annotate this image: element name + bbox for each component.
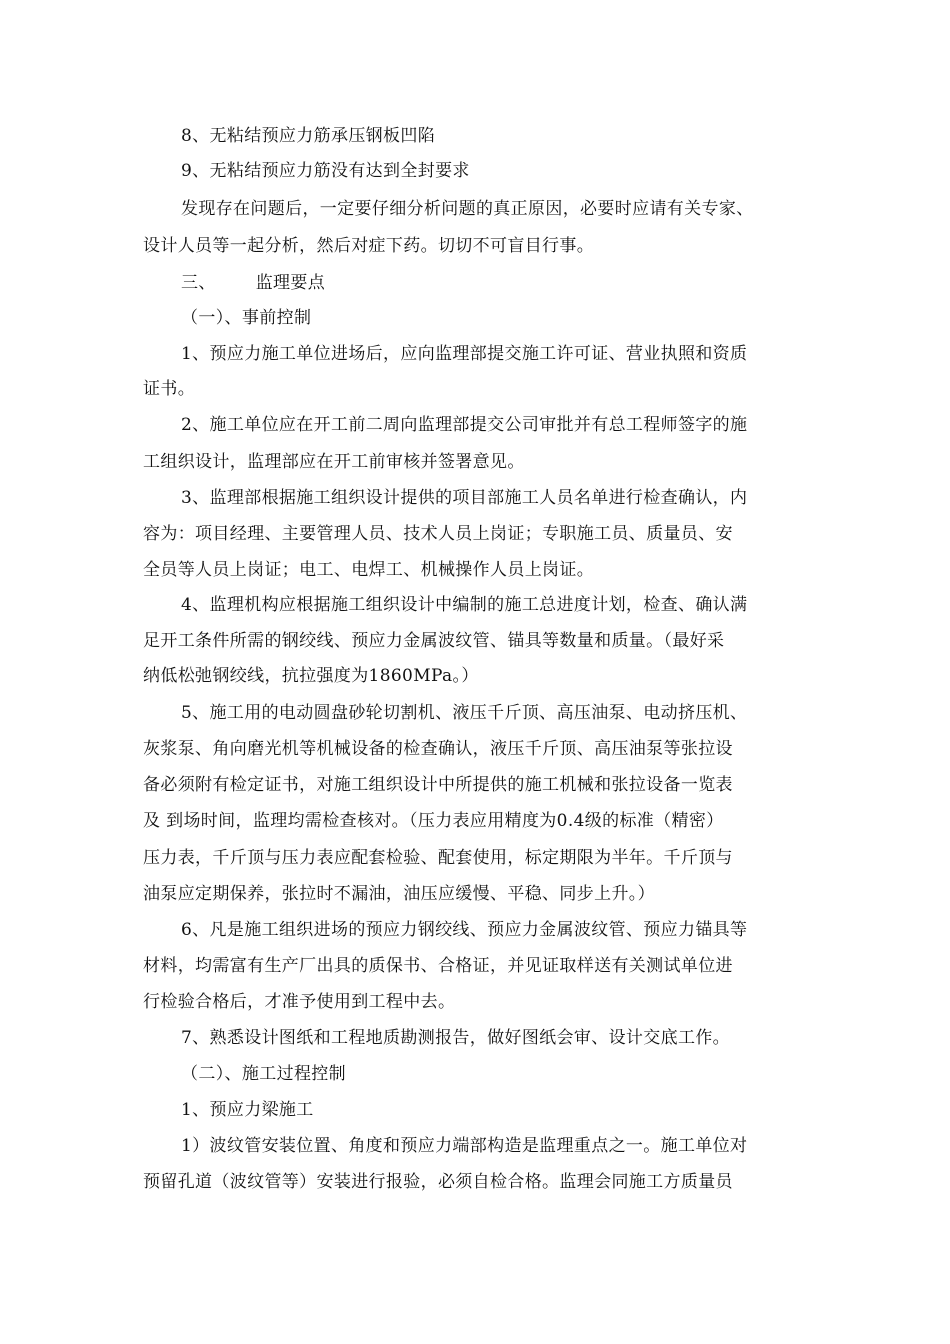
paragraph-line: 全员等人员上岗证；电工、电焊工、机械操作人员上岗证。 — [143, 560, 595, 580]
paragraph-line: 及 到场时间，监理均需检查核对。（压力表应用精度为0.4级的标准（精密） — [143, 811, 724, 831]
paragraph-line: 工组织设计，监理部应在开工前审核并签署意见。 — [143, 452, 525, 472]
section-heading-3 — [181, 271, 813, 295]
list-item-8: 8、无粘结预应力筋承压钢板凹陷 — [181, 126, 436, 146]
paragraph-line: 5、施工用的电动圆盘砂轮切割机、液压千斤顶、高压油泵、电动挤压机、 — [181, 703, 748, 723]
paragraph-line: 2、施工单位应在开工前二周向监理部提交公司审批并有总工程师签字的施 — [181, 415, 748, 435]
section-title: 监理要点 — [255, 273, 326, 293]
subsection-heading: （二）、施工过程控制 — [181, 1064, 346, 1084]
paragraph-line: 预留孔道（波纹管等）安装进行报验，必须自检合格。监理会同施工方质量员 — [143, 1172, 733, 1192]
item-heading: 1、预应力梁施工 — [181, 1100, 314, 1120]
paragraph-line: 发现存在问题后，一定要仔细分析问题的真正原因，必要时应请有关专家、 — [181, 199, 754, 219]
paragraph-line: 油泵应定期保养，张拉时不漏油，油压应缓慢、平稳、同步上升。） — [143, 884, 655, 904]
section-number: 三、 — [181, 273, 216, 293]
paragraph-line: 纳低松弛钢绞线，抗拉强度为1860MPa。） — [143, 666, 479, 686]
paragraph-line: 容为：项目经理、主要管理人员、技术人员上岗证；专职施工员、质量员、安 — [143, 524, 733, 544]
list-item-9: 9、无粘结预应力筋没有达到全封要求 — [181, 161, 470, 181]
paragraph-line: 备必须附有检定证书，对施工组织设计中所提供的施工机械和张拉设备一览表 — [143, 775, 733, 795]
paragraph-line: 行检验合格后，才准予使用到工程中去。 — [143, 992, 456, 1012]
paragraph-line: 3、监理部根据施工组织设计提供的项目部施工人员名单进行检查确认，内 — [181, 488, 748, 508]
paragraph-line: 7、熟悉设计图纸和工程地质勘测报告，做好图纸会审、设计交底工作。 — [181, 1028, 731, 1048]
paragraph-line: 6、凡是施工组织进场的预应力钢绞线、预应力金属波纹管、预应力锚具等 — [181, 920, 748, 940]
paragraph-line: 压力表，千斤顶与压力表应配套检验、配套使用，标定期限为半年。千斤顶与 — [143, 848, 733, 868]
paragraph-line: 4、监理机构应根据施工组织设计中编制的施工总进度计划，检查、确认满 — [181, 595, 748, 615]
paragraph-line: 1、预应力施工单位进场后，应向监理部提交施工许可证、营业执照和资质 — [181, 344, 748, 364]
paragraph-line: 设计人员等一起分析，然后对症下药。切切不可盲目行事。 — [143, 236, 595, 256]
paragraph-line: 材料，均需富有生产厂出具的质保书、合格证，并见证取样送有关测试单位进 — [143, 956, 733, 976]
paragraph-line: 证书。 — [143, 379, 196, 399]
subsection-heading: （一）、事前控制 — [181, 308, 312, 328]
paragraph-line: 1）波纹管安装位置、角度和预应力端部构造是监理重点之一。施工单位对 — [181, 1136, 748, 1156]
paragraph-line: 灰浆泵、角向磨光机等机械设备的检查确认，液压千斤顶、高压油泵等张拉设 — [143, 739, 733, 759]
paragraph-line: 足开工条件所需的钢绞线、预应力金属波纹管、锚具等数量和质量。（最好采 — [143, 631, 725, 651]
